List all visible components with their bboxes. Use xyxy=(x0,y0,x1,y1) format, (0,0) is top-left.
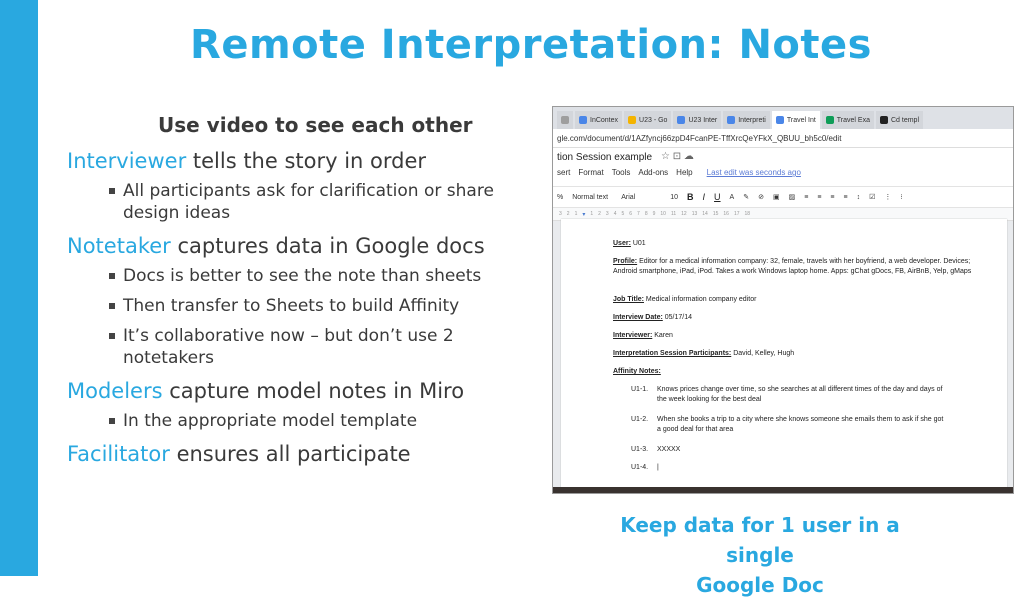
bulleted-list-icon[interactable]: ⁝ xyxy=(900,194,903,201)
image-icon[interactable]: ▨ xyxy=(788,194,796,201)
bullet-text: captures data in Google docs xyxy=(170,234,485,258)
bullet-item xyxy=(67,377,537,406)
align-left-icon[interactable]: ≡ xyxy=(804,193,809,201)
taskbar xyxy=(553,487,1013,493)
docs-favicon-icon xyxy=(677,116,685,124)
menu-insert[interactable]: sert xyxy=(557,168,571,177)
text-cursor: | xyxy=(657,464,659,471)
ruler-tick: 13 xyxy=(691,211,698,217)
justify-icon[interactable]: ≡ xyxy=(843,193,848,201)
ruler-tick: 14 xyxy=(702,211,708,217)
caption-line-2: Google Doc xyxy=(696,573,824,597)
sub-bullet-text: In the appropriate model template xyxy=(123,411,418,431)
ruler-tick: 6 xyxy=(629,211,633,217)
ruler-tick: 2 xyxy=(566,211,570,217)
bullet-group-facilitator xyxy=(67,440,537,469)
square-bullet-icon xyxy=(109,333,115,339)
ruler-tick: 2 xyxy=(598,211,601,217)
bullet-group-interviewer xyxy=(67,147,537,224)
align-right-icon[interactable]: ≡ xyxy=(830,193,835,201)
ruler-tick: 3 xyxy=(605,211,609,217)
sheets-favicon-icon xyxy=(826,116,834,124)
browser-tab[interactable] xyxy=(723,111,770,129)
bullet-group-notetaker xyxy=(67,232,537,369)
doc-favicon-icon xyxy=(561,116,569,124)
tab-label: Travel Exa xyxy=(836,116,870,124)
incontext-favicon-icon xyxy=(579,116,587,124)
ruler-tick: 10 xyxy=(660,211,666,217)
ruler-tick: 18 xyxy=(744,211,751,217)
sub-bullet-text: It’s collaborative now – but don’t use 2 notetakers xyxy=(123,326,454,368)
font-select[interactable]: Arial xyxy=(621,193,636,201)
caption xyxy=(600,510,920,600)
address-bar[interactable]: gle.com/document/d/1AZfyncj66zpD4FcanPE-TffXrcQeYFkX_QBUU_bh5c0/edit xyxy=(553,129,1013,148)
subhead: Use video to see each other xyxy=(158,113,473,137)
affinity-note: U1-4. | xyxy=(631,464,659,471)
bullet-group-modelers xyxy=(67,377,537,432)
style-select[interactable]: Normal text xyxy=(572,193,609,201)
drive-favicon-icon xyxy=(628,116,636,124)
menu-addons[interactable]: Add-ons xyxy=(638,168,669,177)
ruler-tick: 9 xyxy=(652,211,656,217)
browser-tab-active[interactable] xyxy=(772,111,820,129)
bold-icon[interactable]: B xyxy=(687,192,694,202)
sub-bullet xyxy=(67,295,537,317)
ruler-tick: 8 xyxy=(644,211,648,217)
doc-interviewer-line: Interviewer: Karen xyxy=(613,332,673,339)
highlight-icon[interactable]: ✎ xyxy=(743,194,750,201)
menu-format[interactable]: Format xyxy=(578,168,604,177)
font-size-select[interactable]: 10 xyxy=(670,193,679,201)
bullet-text: ensures all participate xyxy=(169,442,411,466)
last-edit-link[interactable]: Last edit was seconds ago xyxy=(706,168,801,177)
bullet-item xyxy=(67,232,537,261)
star-folder-cloud-icons[interactable]: ☆ ⊡ ☁ xyxy=(661,151,694,162)
google-doc-screenshot xyxy=(552,106,1014,494)
bullet-list xyxy=(67,147,537,473)
browser-tab[interactable] xyxy=(557,111,573,129)
slide-title: Remote Interpretation: Notes xyxy=(190,22,872,68)
menu-tools[interactable]: Tools xyxy=(611,168,631,177)
comment-icon[interactable]: ▣ xyxy=(772,194,780,201)
doc-profile-line: Profile: Editor for a medical information company: 32, female, travels with her boyfriend, a web developer. Devices; Android smartphone, iPad, iPod. Takes a work Windows laptop home. Apps: gChat gDocs, FB, AirBnB, Yelp, gMaps xyxy=(613,258,972,275)
tab-label: U23 - Go xyxy=(639,116,668,124)
browser-tab[interactable] xyxy=(624,111,671,129)
role-label: Interviewer xyxy=(67,149,187,173)
sub-bullet xyxy=(67,410,537,432)
doc-job-line: Job Title: Medical information company editor xyxy=(613,296,757,303)
doc-participants-line: Interpretation Session Participants: David, Kelley, Hugh xyxy=(613,350,795,357)
ruler-tick: 5 xyxy=(621,211,625,217)
indent-marker-icon[interactable]: ▾ xyxy=(582,211,586,218)
tab-label: InContex xyxy=(590,116,619,124)
browser-tab[interactable] xyxy=(575,111,622,129)
bullet-text: capture model notes in Miro xyxy=(162,379,465,403)
square-bullet-icon xyxy=(109,418,115,424)
sub-bullet xyxy=(67,265,537,287)
role-label: Notetaker xyxy=(67,234,171,258)
tab-label: Cd templ xyxy=(890,116,919,124)
sub-bullet xyxy=(67,325,537,369)
bullet-item xyxy=(67,147,537,176)
ruler-tick: 16 xyxy=(723,211,729,217)
browser-tab[interactable] xyxy=(822,111,874,129)
sub-bullet-text: Docs is better to see the note than sheets xyxy=(123,266,482,286)
left-accent-bar xyxy=(0,0,38,576)
link-icon[interactable]: ⊘ xyxy=(758,194,764,201)
doc-menu-bar xyxy=(557,168,801,177)
caption-line-1: Keep data for 1 user in a single xyxy=(620,513,900,567)
sub-bullet-text: Then transfer to Sheets to build Affinity xyxy=(123,296,460,316)
tab-label: Interpreti xyxy=(738,116,766,124)
menu-help[interactable]: Help xyxy=(676,168,693,177)
affinity-note: U1-2. When she books a trip to a city where she knows someone she emails them to ask if she got a good deal for that area xyxy=(631,416,944,433)
underline-icon[interactable]: U xyxy=(714,192,721,202)
ruler-tick: 1 xyxy=(590,211,594,217)
doc-affinity-label: Affinity Notes: xyxy=(613,368,661,375)
text-color-icon[interactable]: A xyxy=(729,193,735,201)
ruler-tick: 3 xyxy=(559,211,562,217)
square-bullet-icon xyxy=(109,188,115,194)
ruler-tick: 12 xyxy=(681,211,687,217)
square-bullet-icon xyxy=(109,303,115,309)
bullet-item xyxy=(67,440,537,469)
sub-bullet-text: All participants ask for clarification or share design ideas xyxy=(123,181,494,223)
doc-title[interactable]: tion Session example xyxy=(557,152,653,163)
template-favicon-icon xyxy=(880,116,888,124)
numbered-list-icon[interactable]: ⋮ xyxy=(884,194,892,201)
ruler-tick: 15 xyxy=(712,211,719,217)
docs-favicon-icon xyxy=(727,116,735,124)
ruler-tick: 17 xyxy=(733,211,740,217)
tab-label: Travel Int xyxy=(786,116,816,124)
browser-tab[interactable] xyxy=(673,111,721,129)
doc-header xyxy=(553,148,1013,186)
bullet-text: tells the story in order xyxy=(186,149,427,173)
doc-toolbar xyxy=(553,186,1013,208)
zoom-select[interactable]: % xyxy=(557,193,564,201)
ruler-tick: 11 xyxy=(670,211,677,217)
browser-tab[interactable] xyxy=(876,111,923,129)
docs-favicon-icon xyxy=(776,116,784,124)
role-label: Facilitator xyxy=(67,442,170,466)
doc-user-line: User: U01 xyxy=(613,240,646,247)
square-bullet-icon xyxy=(109,273,115,279)
ruler-tick: 4 xyxy=(613,211,617,217)
affinity-note: U1-3. XXXXX xyxy=(631,446,681,453)
tab-label: U23 Inter xyxy=(688,116,718,124)
doc-date-line: Interview Date: 05/17/14 xyxy=(613,314,692,321)
checklist-icon[interactable]: ☑ xyxy=(869,194,876,201)
browser-tab-strip xyxy=(553,107,1013,129)
sub-bullet xyxy=(67,180,537,224)
line-spacing-icon[interactable]: ↕ xyxy=(856,193,861,201)
doc-page[interactable] xyxy=(561,219,1007,493)
ruler-tick: 7 xyxy=(637,211,640,217)
affinity-note: U1-1. Knows prices change over time, so she searches at all different times of the day and days of the week looking for the best deal xyxy=(631,386,943,403)
ruler-tick: 1 xyxy=(574,211,578,217)
role-label: Modelers xyxy=(67,379,163,403)
align-center-icon[interactable]: ≡ xyxy=(817,193,822,201)
italic-icon[interactable]: I xyxy=(702,192,706,202)
